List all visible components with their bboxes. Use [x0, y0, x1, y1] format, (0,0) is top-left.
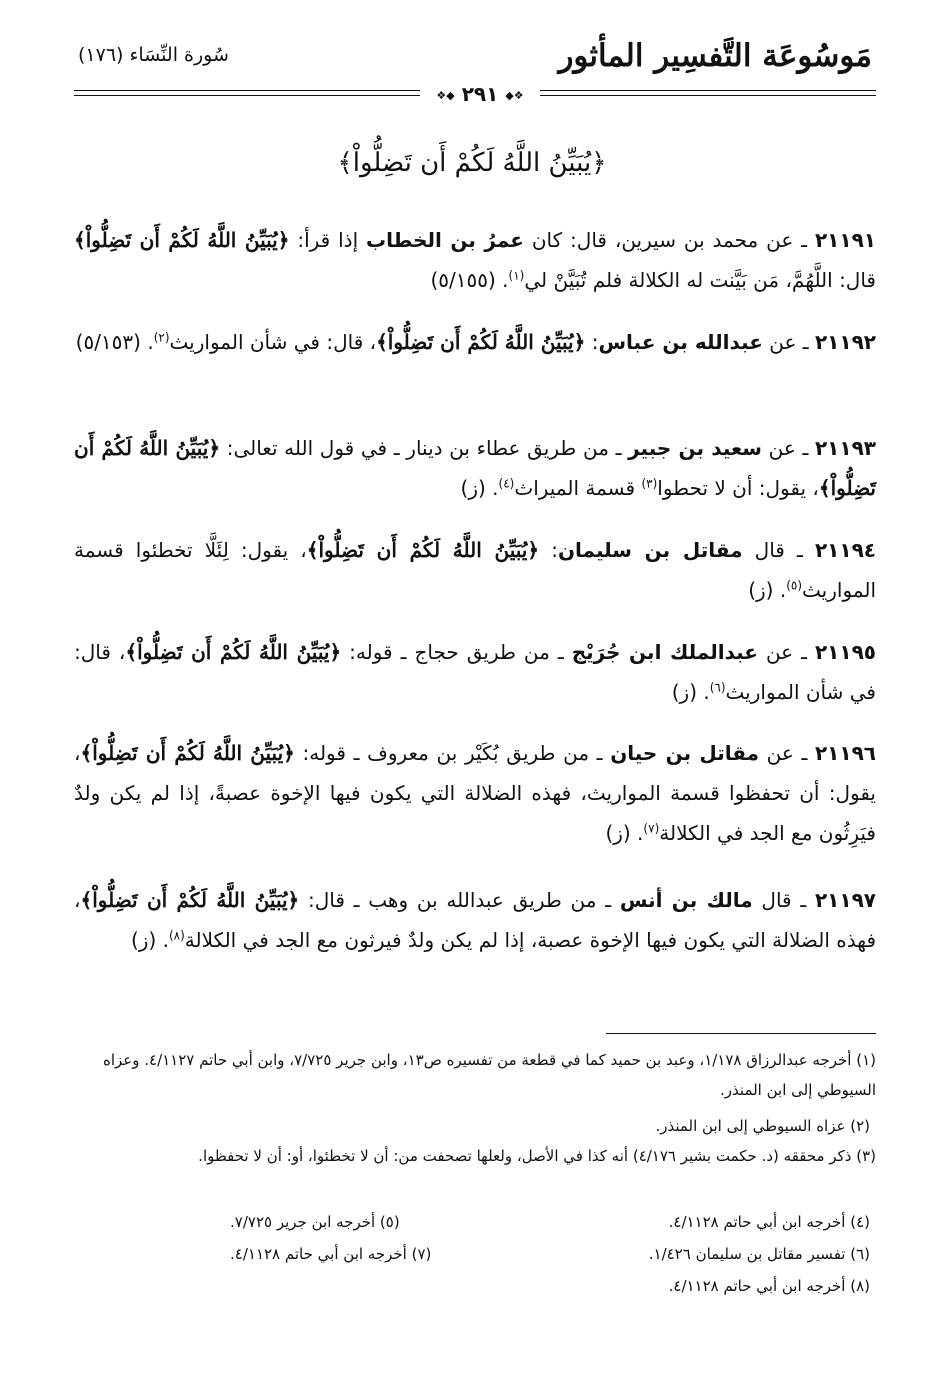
entry-text: ـ من طريق عبدالله بن وهب ـ قال: — [299, 888, 620, 912]
section-heading: ﴿يُبَيِّنُ اللَّهُ لَكُمْ أَن تَضِلُّواْ﴾ — [337, 148, 607, 178]
entry-text: ـ قال — [752, 888, 815, 912]
entry-number: ٢١١٩٧ — [814, 888, 876, 912]
narration-entry — [74, 880, 876, 960]
entry-text: قسمة الميراث — [514, 476, 642, 500]
entry-text: ـ من طريق عطاء بن دينار ـ في قول الله تعالى: — [220, 436, 629, 460]
volume-reference: . (٥/١٥٣) — [75, 330, 154, 354]
entry-number: ٢١١٩٣ — [814, 436, 877, 460]
narrator-name: سعيد بن جبير — [628, 436, 762, 460]
entry-text: ، فهذه الضلالة التي يكون فيها الإخوة عصبة، إذا لم يكن ولدٌ فيرثون مع الجد في الكلالة — [74, 888, 876, 952]
quran-quote: ﴿يُبَيِّنُ اللَّهُ لَكُمْ أَن تَضِلُّواْ﴾ — [74, 436, 876, 500]
quran-quote: ﴿يُبَيِّنُ اللَّهُ لَكُمْ أَن تَضِلُّواْ﴾ — [125, 640, 342, 664]
entry-text: ـ من طريق بُكَيْر بن معروف ـ قوله: — [294, 741, 611, 765]
footnote-ref: (٤) — [498, 476, 515, 491]
entry-text: ـ من طريق حجاج ـ قوله: — [341, 640, 572, 664]
narration-entry — [74, 220, 876, 300]
ornament-icon: ❖◆ — [505, 89, 524, 102]
entry-number: ٢١١٩٢ — [814, 330, 876, 354]
narrator-name: مقاتل بن سليمان — [557, 538, 743, 562]
volume-reference: . (ز) — [605, 821, 644, 845]
entry-text: ، يقول: أن لا تحطوا — [657, 476, 819, 500]
entry-text: : — [539, 538, 558, 562]
entry-text: ـ عن — [757, 640, 815, 664]
footnote-ref: (٢) — [153, 330, 170, 345]
footnote-separator — [606, 1033, 876, 1034]
entry-text: ـ عن — [762, 330, 815, 354]
footnote-8: (٨) أخرجه ابن أبي حاتم ٤/١١٢٨. — [668, 1277, 870, 1295]
surah-reference: سُورة النِّسَاء (١٧٦) — [78, 44, 229, 66]
footnote-2: (٢) عزاه السيوطي إلى ابن المنذر. — [655, 1117, 870, 1135]
footnote-ref: (٦) — [709, 680, 726, 695]
entry-text: ، يقول: أن تحفظوا قسمة المواريث، فهذه الضلالة التي يكون فيها الإخوة عصبةً، إذا لم يكن ولدٌ فيَرِثُون مع الجد في الكلالة — [74, 741, 876, 845]
narration-entry — [74, 632, 876, 712]
volume-reference: . (ز) — [460, 476, 499, 500]
entry-text: ، يقول: لِئَلَّا تخطئوا قسمة المواريث — [74, 538, 876, 602]
entry-text: ـ عن — [761, 436, 815, 460]
entry-number: ٢١١٩٥ — [814, 640, 876, 664]
page-number: ٢٩١ — [461, 82, 499, 106]
ornament-icon: ◆❖ — [436, 89, 455, 102]
entry-number: ٢١١٩٦ — [814, 741, 876, 765]
footnote-1: (١) أخرجه عبدالرزاق ١/١٧٨، وعبد بن حميد كما في قطعة من تفسيره ص١٣، وابن جرير ٧/٧٢٥، وابن أبي حاتم ٤/١١٢٧. وعزاه السيوطي إلى ابن المنذر. — [102, 1051, 876, 1099]
entry-text: ، قال: في شأن المواريث — [74, 640, 876, 704]
footnote-6: (٦) تفسير مقاتل بن سليمان ١/٤٢٦. — [648, 1245, 870, 1263]
quran-quote: ﴿يُبَيِّنُ اللَّهُ لَكُمْ أَن تَضِلُّواْ﴾ — [80, 741, 295, 765]
narration-entry — [74, 530, 876, 610]
footnote-5: (٥) أخرجه ابن جرير ٧/٧٢٥. — [230, 1213, 400, 1231]
quran-quote: ﴿يُبَيِّنُ اللَّهُ لَكُمْ أَن تَضِلُّواْ﴾ — [376, 330, 586, 354]
quran-quote: ﴿يُبَيِّنُ اللَّهُ لَكُمْ أَن تَضِلُّواْ﴾ — [306, 538, 540, 562]
entry-number: ٢١١٩٤ — [814, 538, 876, 562]
volume-reference: . (ز) — [130, 928, 169, 952]
quran-quote: ﴿يُبَيِّنُ اللَّهُ لَكُمْ أَن تَضِلُّواْ﴾ — [74, 228, 290, 252]
narration-entry — [74, 733, 876, 853]
footnote-7: (٧) أخرجه ابن أبي حاتم ٤/١١٢٨. — [230, 1245, 432, 1263]
narration-entry — [74, 428, 876, 508]
volume-reference: . (ز) — [671, 680, 710, 704]
volume-reference: . (ز) — [748, 578, 787, 602]
entry-text: ـ عن محمد بن سيرين، قال: كان — [523, 228, 815, 252]
entry-text: ، قال: في شأن المواريث — [169, 330, 377, 354]
footnote-4: (٤) أخرجه ابن أبي حاتم ٤/١١٢٨. — [668, 1213, 870, 1231]
footnote-ref: (٥) — [786, 578, 803, 593]
narration-entry — [74, 322, 876, 362]
narrator-name: عبدالله بن عباس — [598, 330, 763, 354]
entry-number: ٢١١٩١ — [814, 228, 876, 252]
entry-text: إذا قرأ: — [289, 228, 367, 252]
footnote-ref: (٧) — [643, 821, 660, 836]
narrator-name: عبدالملك ابن جُرَيْج — [571, 640, 758, 664]
volume-reference: . (٥/١٥٥) — [430, 268, 509, 292]
page-number-box — [420, 82, 540, 106]
quran-quote: ﴿يُبَيِّنُ اللَّهُ لَكُمْ أَن تَضِلُّواْ﴾ — [80, 888, 300, 912]
footnote-ref: (٨) — [168, 928, 185, 943]
narrator-name: مالك بن أنس — [619, 888, 753, 912]
footnote-ref: (٣) — [641, 476, 658, 491]
narrator-name: عمرُ بن الخطاب — [366, 228, 524, 252]
entry-text: ـ قال — [742, 538, 815, 562]
entry-text: : — [585, 330, 599, 354]
entry-text: قال: اللَّهُمَّ، مَن بَيَّنت له الكلالة فلم تُبَيَّنْ لي — [524, 268, 876, 292]
narrator-name: مقاتل بن حيان — [610, 741, 759, 765]
footnote-3: (٣) ذكر محققه (د. حكمت بشير ٤/١٧٦) أنه كذا في الأصل، ولعلها تصحفت من: أن لا تخطئوا، أو: أن لا تحفظوا. — [198, 1147, 876, 1165]
footnote-ref: (١) — [508, 268, 525, 283]
book-title: مَوسُوعَة التَّفسِير المأثور — [558, 38, 872, 74]
entry-text: ـ عن — [759, 741, 815, 765]
